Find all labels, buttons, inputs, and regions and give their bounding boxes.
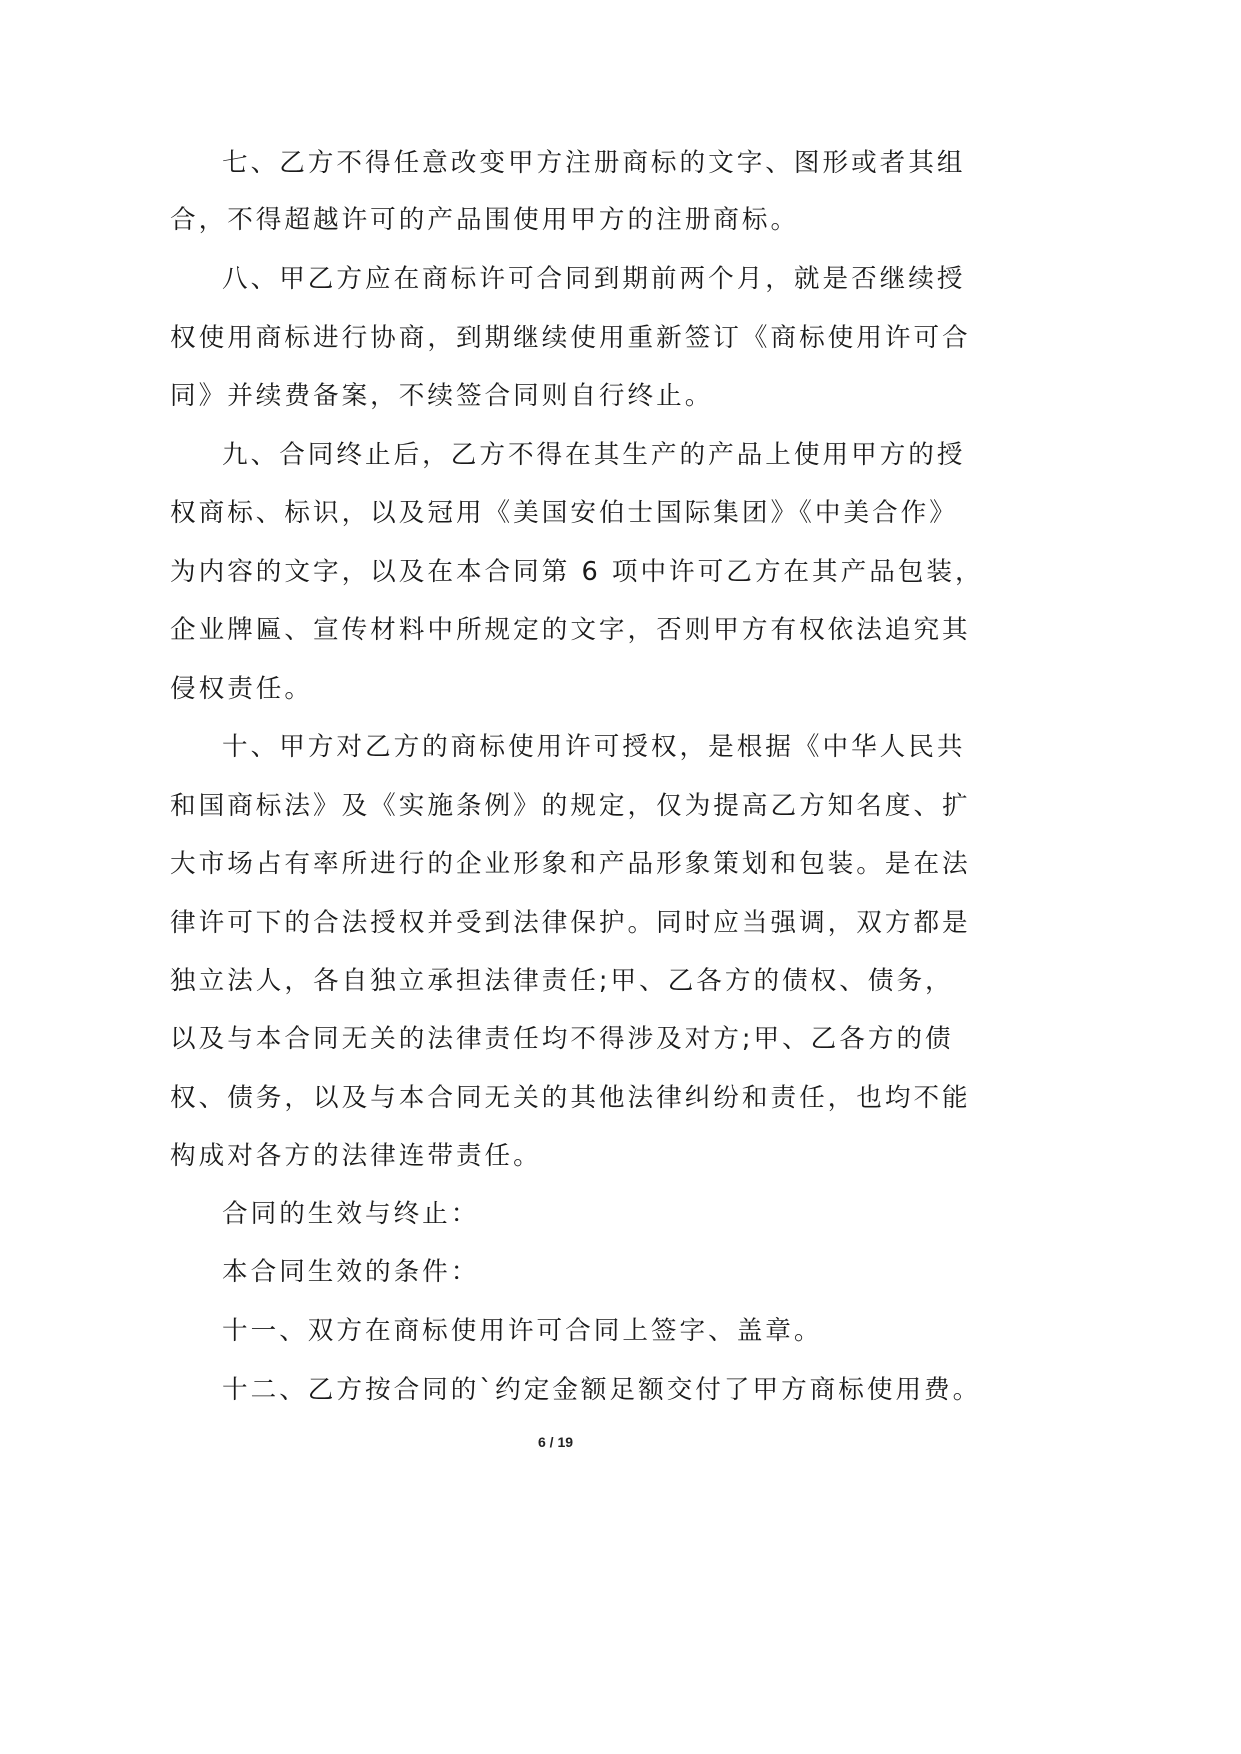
clause-10-line-1: 十、甲方对乙方的商标使用许可授权，是根据《中华人民共 <box>222 732 966 762</box>
clause-8-line-2: 权使用商标进行协商，到期继续使用重新签订《商标使用许可合 <box>170 323 971 353</box>
clause-10-line-2: 和国商标法》及《实施条例》的规定，仅为提高乙方知名度、扩 <box>170 791 971 821</box>
clause-9-line-4: 企业牌匾、宣传材料中所规定的文字，否则甲方有权依法追究其 <box>170 615 971 645</box>
clause-10-line-7: 权、债务，以及与本合同无关的其他法律纠纷和责任，也均不能 <box>170 1083 971 1113</box>
clause-10-line-8: 构成对各方的法律连带责任。 <box>170 1141 542 1171</box>
clause-9-line-3: 为内容的文字，以及在本合同第 6 项中许可乙方在其产品包装， <box>170 557 984 587</box>
clause-8-line-3: 同》并续费备案，不续签合同则自行终止。 <box>170 381 714 411</box>
clause-10-line-3: 大市场占有率所进行的企业形象和产品形象策划和包装。是在法 <box>170 849 971 879</box>
clause-10-line-6: 以及与本合同无关的法律责任均不得涉及对方;甲、乙各方的债 <box>170 1024 954 1054</box>
clause-8-line-1: 八、甲乙方应在商标许可合同到期前两个月，就是否继续授 <box>222 264 966 294</box>
clause-11-line-1: 十一、双方在商标使用许可合同上签字、盖章。 <box>222 1316 823 1346</box>
section-heading-effect-termination: 合同的生效与终止： <box>222 1199 480 1229</box>
section-heading-effect-conditions: 本合同生效的条件： <box>222 1257 480 1287</box>
page-number: 6 / 19 <box>537 1434 574 1450</box>
clause-9-line-2: 权商标、标识，以及冠用《美国安伯士国际集团》《中美合作》 <box>170 498 958 528</box>
clause-9-line-1: 九、合同终止后，乙方不得在其生产的产品上使用甲方的授 <box>222 440 966 470</box>
clause-9-line-5: 侵权责任。 <box>170 674 313 704</box>
clause-12-line-1: 十二、乙方按合同的`约定金额足额交付了甲方商标使用费。 <box>222 1375 982 1405</box>
clause-10-line-4: 律许可下的合法授权并受到法律保护。同时应当强调，双方都是 <box>170 908 971 938</box>
clause-7-line-1: 七、乙方不得任意改变甲方注册商标的文字、图形或者其组 <box>222 148 966 178</box>
clause-7-line-2: 合，不得超越许可的产品围使用甲方的注册商标。 <box>170 205 800 235</box>
clause-10-line-5: 独立法人，各自独立承担法律责任;甲、乙各方的债权、债务， <box>170 966 954 996</box>
